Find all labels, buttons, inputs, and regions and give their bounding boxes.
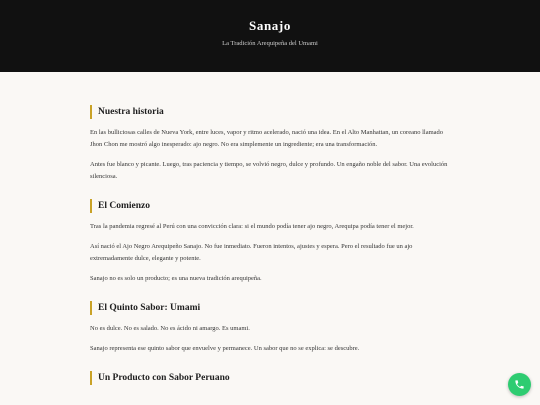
section-paragraph: Sanajo no es solo un producto; es una nueva tradición arequipeña. (90, 275, 262, 282)
section-heading: El Quinto Sabor: Umami (90, 301, 452, 315)
whatsapp-button[interactable] (508, 373, 531, 396)
section-paragraph: Así nació el Ajo Negro Arequipeño Sanajo. No fue inmediato. Fueron intentos, ajustes y espera. Pero el resultado fue un ajo extremadamente dulce, elegante y potente. (90, 243, 413, 262)
section-paragraph: No es dulce. No es salado. No es ácido ni amargo. Es umami. (90, 325, 250, 332)
whatsapp-phone-icon (514, 379, 525, 390)
site-title: Sanajo (249, 18, 291, 33)
section-heading: El Comienzo (90, 199, 452, 213)
section-nuestra-historia (90, 105, 452, 183)
section-paragraph: Antes fue blanco y picante. Luego, tras paciencia y tiempo, se volvió negro, dulce y profundo. Un engaño noble del sabor. Una evolución silenciosa. (90, 161, 448, 180)
section-paragraph: En las bulliciosas calles de Nueva York, entre luces, vapor y ritmo acelerado, nació una idea. En el Alto Manhattan, un coreano llamado Jhon Chon me mostró algo inesperado: ajo negro. No era simplemente un ingrediente; era una transformación. (90, 129, 444, 148)
section-el-comienzo (90, 199, 452, 285)
section-paragraph: Tras la pandemia regresé al Perú con una convicción clara: si el mundo podía tener ajo negro, Arequipa podía tener el mejor. (90, 223, 414, 230)
section-quinto-sabor (90, 301, 452, 355)
section-heading: Un Producto con Sabor Peruano (90, 371, 452, 385)
section-heading: Nuestra historia (90, 105, 452, 119)
story-content (90, 105, 452, 385)
section-producto-peruano (90, 371, 452, 385)
page-header (0, 0, 540, 72)
section-paragraph: Sanajo representa ese quinto sabor que envuelve y permanece. Un sabor que no se explica: se descubre. (90, 345, 360, 352)
site-tagline: La Tradición Arequipeña del Umami (222, 40, 318, 47)
